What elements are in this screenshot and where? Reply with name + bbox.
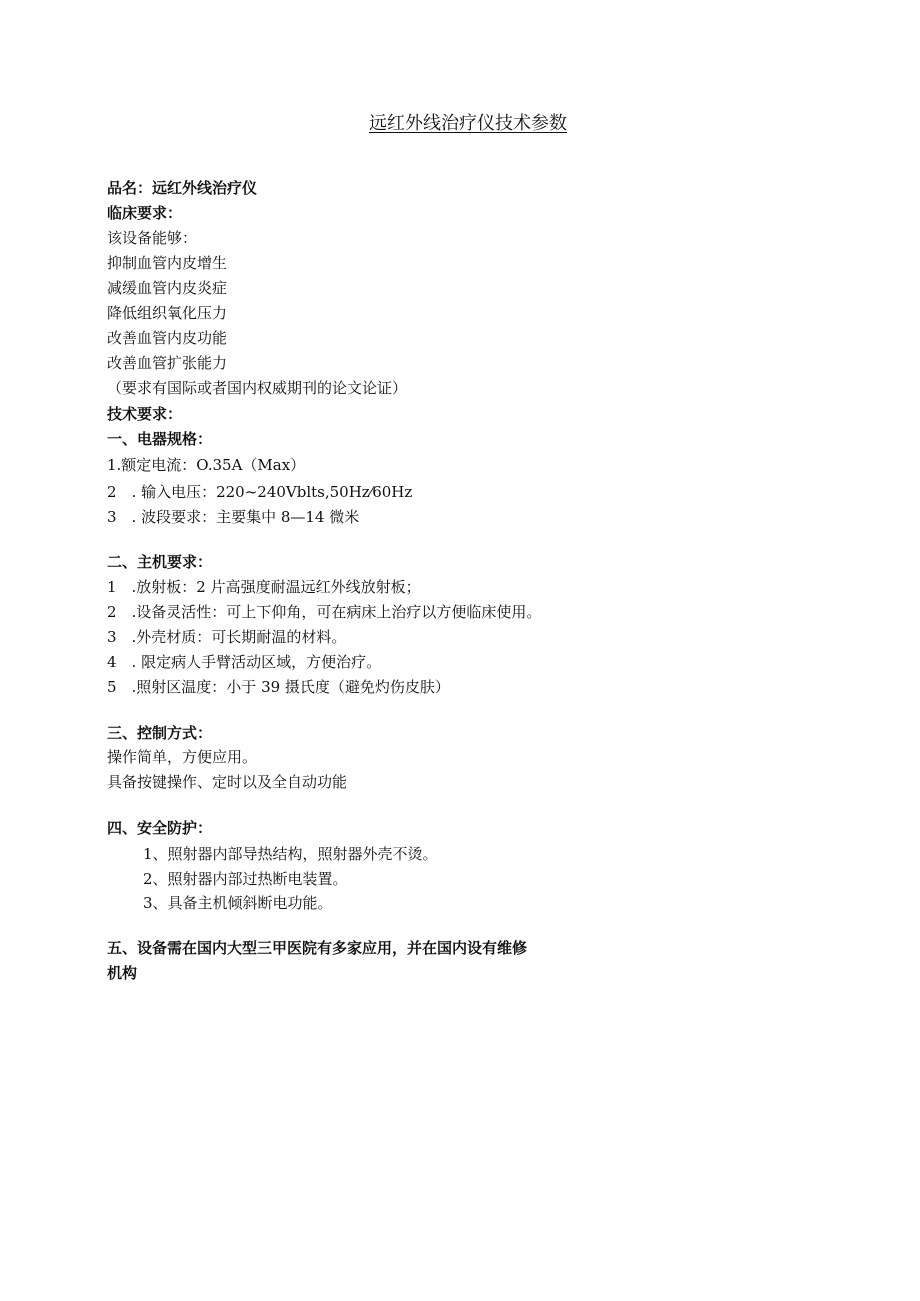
control-item: 操作简单，方便应用。 [107, 748, 258, 766]
product-name: 品名：远红外线治疗仪 [107, 179, 258, 197]
service-line: 机构 [107, 964, 138, 982]
host-item: 4 . 限定病人手臂活动区域，方便治疗。 [107, 653, 382, 671]
electrical-item: 3 . 波段要求：主要集中 8—14 微米 [107, 508, 360, 526]
safety-item: 1、照射器内部导热结构，照射器外壳不烫。 [143, 845, 438, 863]
control-item: 具备按键操作、定时以及全自动功能 [107, 773, 348, 791]
clinical-line: 该设备能够： [107, 229, 198, 247]
control-heading: 三、控制方式： [107, 724, 213, 742]
electrical-heading: 一、电器规格： [107, 430, 213, 448]
host-item: 2 .设备灵活性：可上下仰角，可在病床上治疗以方便临床使用。 [107, 603, 542, 621]
electrical-item: 1.额定电流：O.35A（Max） [107, 456, 306, 474]
clinical-line: 降低组织氧化压力 [107, 304, 228, 322]
host-item: 5 .照射区温度：小于 39 摄氏度（避免灼伤皮肤） [107, 678, 450, 696]
electrical-item: 2 . 输入电压：220~240Vblts,50Hz⁄60Hz [107, 483, 413, 501]
clinical-line: （要求有国际或者国内权威期刊的论文论证） [107, 379, 408, 397]
safety-item: 3、具备主机倾斜断电功能。 [143, 894, 333, 912]
document-title: 远红外线治疗仪技术参数 [369, 113, 567, 134]
clinical-line: 改善血管内皮功能 [107, 329, 228, 347]
host-item: 1 .放射板：2 片高强度耐温远红外线放射板； [107, 578, 421, 596]
safety-heading: 四、安全防护： [107, 819, 213, 837]
clinical-line: 抑制血管内皮增生 [107, 254, 228, 272]
host-item: 3 .外壳材质：可长期耐温的材料。 [107, 628, 347, 646]
clinical-heading: 临床要求： [107, 204, 183, 222]
safety-item: 2、照射器内部过热断电装置。 [143, 870, 348, 888]
host-heading: 二、主机要求： [107, 553, 213, 571]
technical-heading: 技术要求： [107, 405, 183, 423]
clinical-line: 减缓血管内皮炎症 [107, 279, 228, 297]
clinical-line: 改善血管扩张能力 [107, 354, 228, 372]
service-line: 五、设备需在国内大型三甲医院有多家应用，并在国内设有维修 [107, 939, 528, 957]
